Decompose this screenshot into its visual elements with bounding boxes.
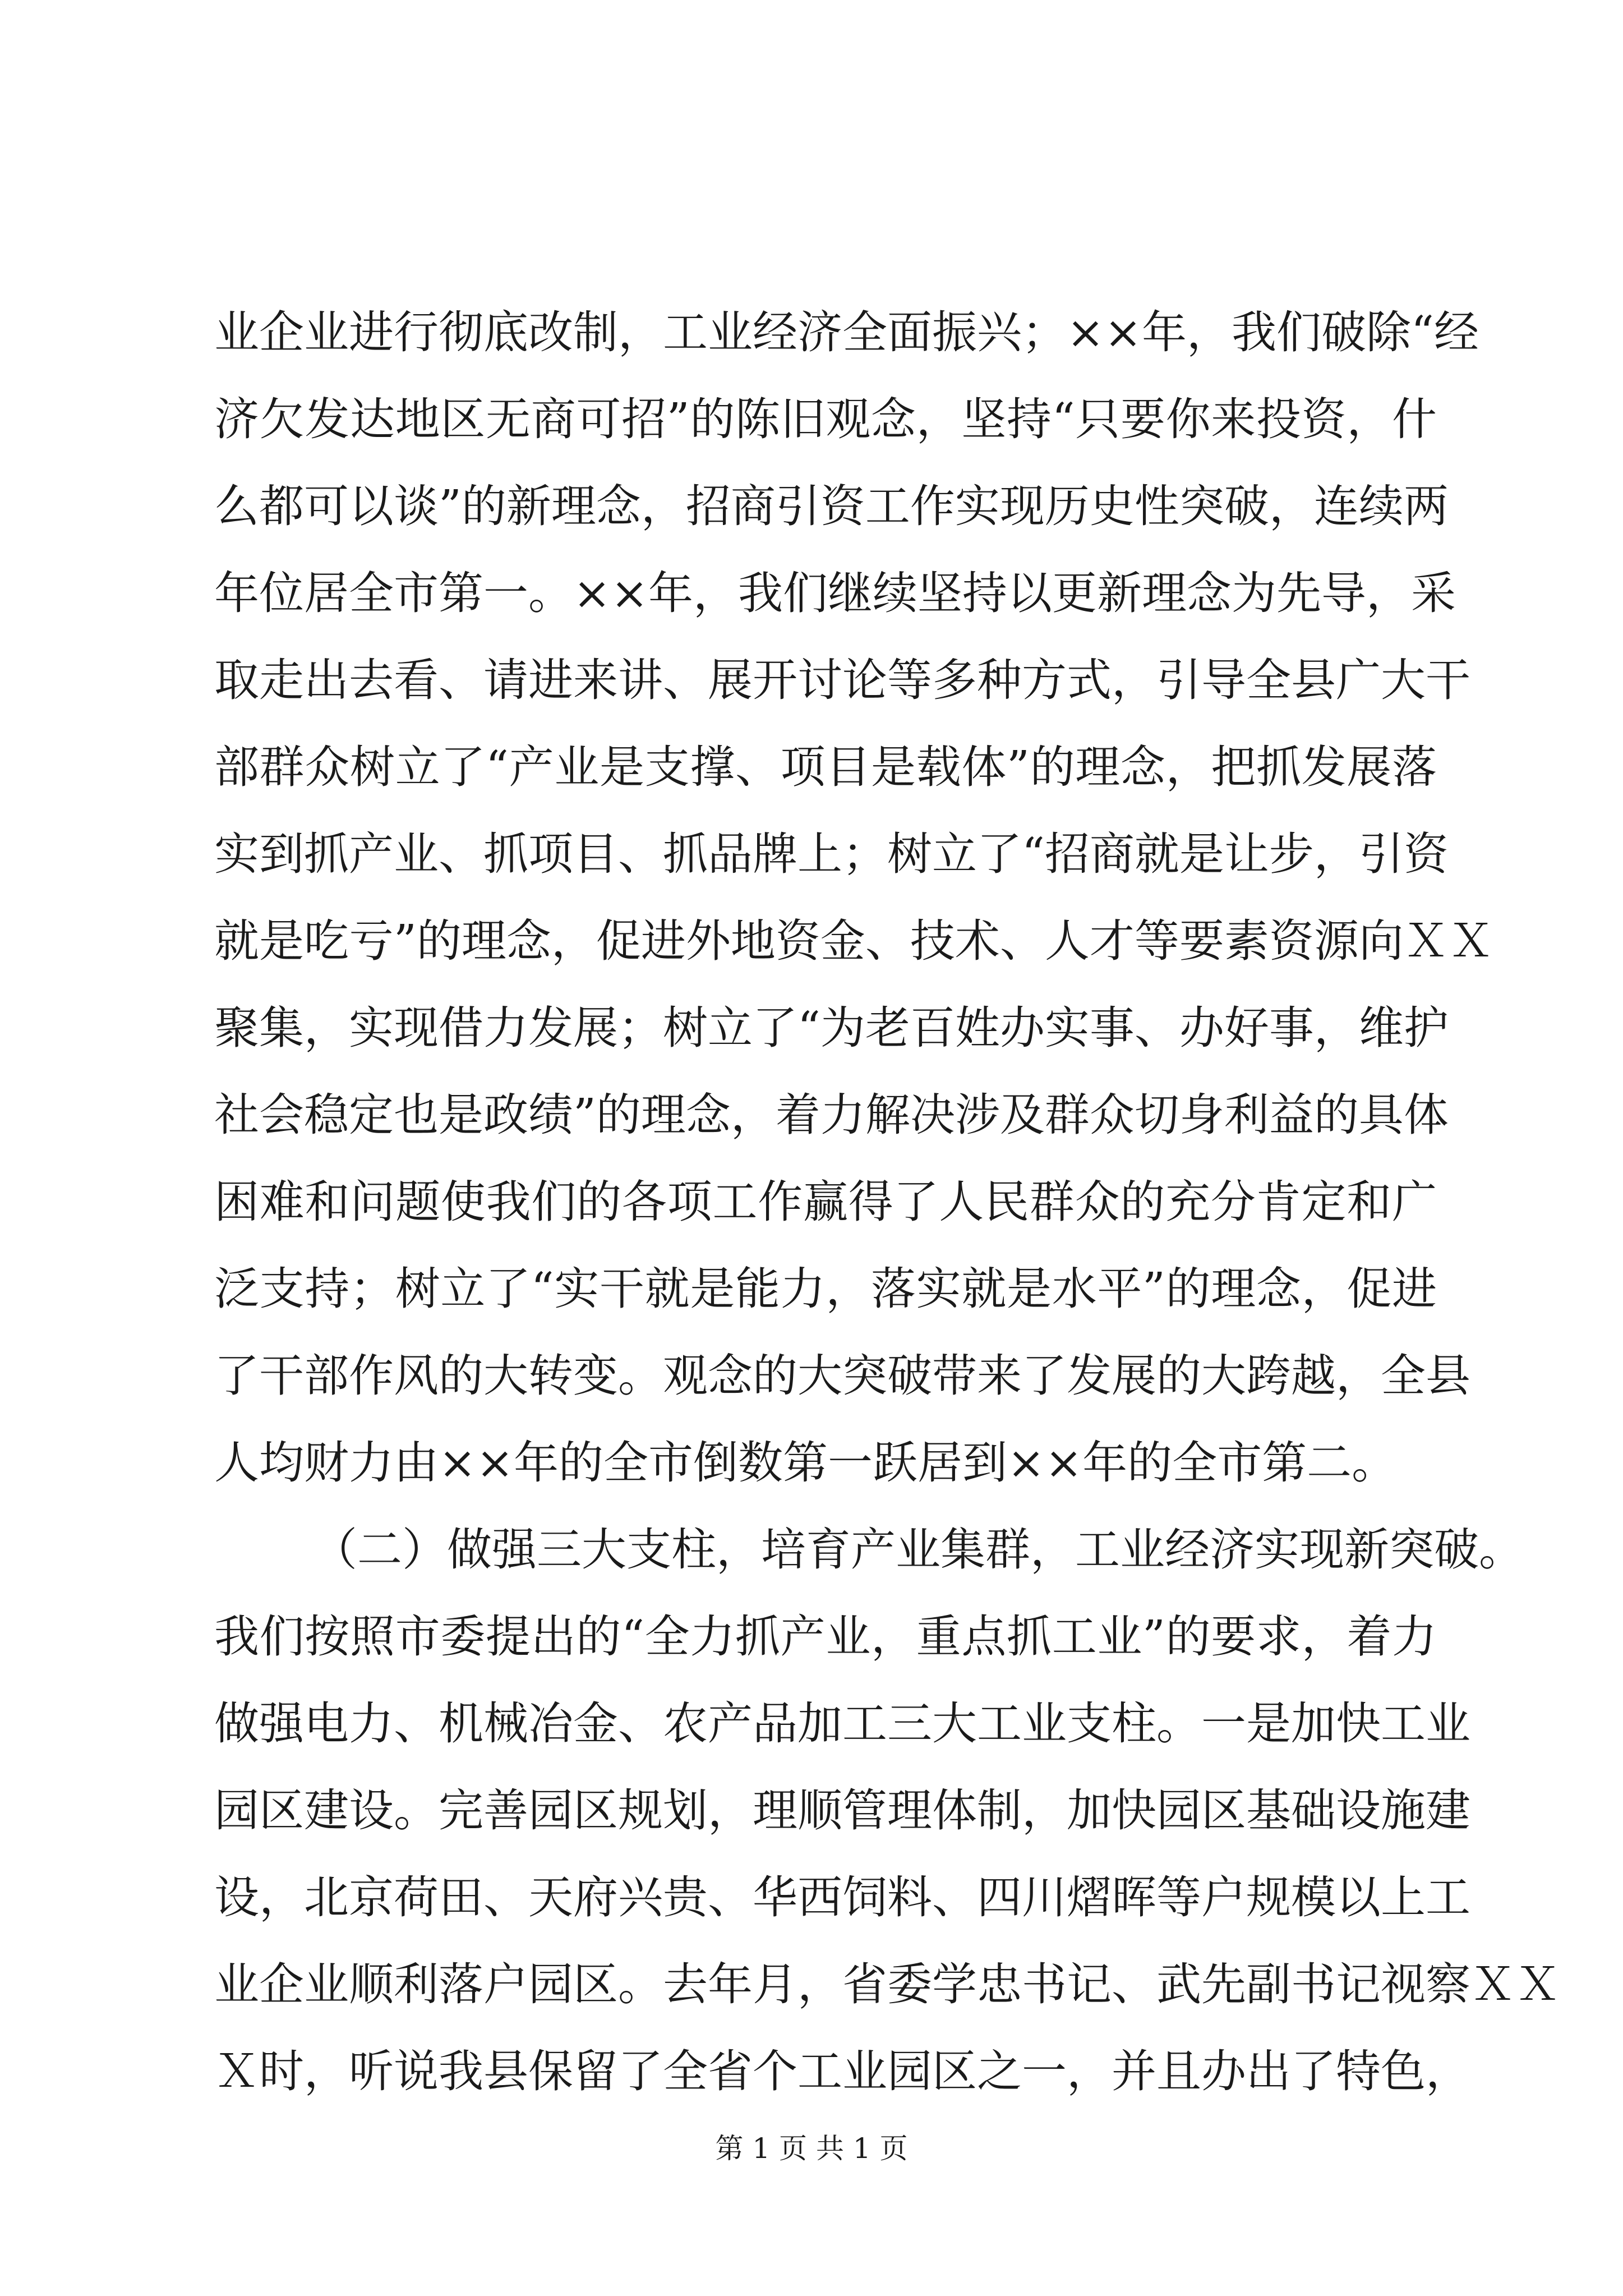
text-line: 园区建设。完善园区规划，理顺管理体制，加快园区基础设施建 [214, 1784, 1470, 1837]
text-line: 济欠发达地区无商可招”的陈旧观念，坚持“只要你来投资，什 [214, 393, 1437, 445]
text-line: 社会稳定也是政绩”的理念，着力解决涉及群众切身利益的具体 [214, 1089, 1449, 1141]
text-line: 困难和问题使我们的各项工作赢得了人民群众的充分肯定和广 [214, 1176, 1437, 1228]
page-footer: 第 1 页 共 1 页 [715, 2132, 908, 2165]
text-line: 业企业进行彻底改制，工业经济全面振兴；××年，我们破除“经 [214, 306, 1479, 358]
text-line: 聚集，实现借力发展；树立了“为老百姓办实事、办好事，维护 [214, 1002, 1449, 1054]
text-line: 么都可以谈”的新理念，招商引资工作实现历史性突破，连续两 [214, 480, 1449, 532]
text-line: 年位居全市第一。××年，我们继续坚持以更新理念为先导，采 [214, 567, 1456, 619]
text-line: Ｘ时，听说我县保留了全省个工业园区之一，并且办出了特色， [214, 2045, 1470, 2097]
text-line: 实到抓产业、抓项目、抓品牌上；树立了“招商就是让步，引资 [214, 828, 1449, 880]
text-line: 设，北京荷田、天府兴贵、华西饲料、四川熠晖等户规模以上工 [214, 1871, 1470, 1924]
text-line: 取走出去看、请进来讲、展开讨论等多种方式，引导全县广大干 [214, 654, 1470, 706]
text-line: 我们按照市委提出的“全力抓产业，重点抓工业”的要求，着力 [214, 1611, 1437, 1663]
text-line: 泛支持；树立了“实干就是能力，落实就是水平”的理念，促进 [214, 1263, 1437, 1315]
text-line: 做强电力、机械冶金、农产品加工三大工业支柱。一是加快工业 [214, 1697, 1470, 1750]
section-heading-line: （二）做强三大支柱，培育产业集群，工业经济实现新突破。 [312, 1524, 1524, 1576]
text-line: 了干部作风的大转变。观念的大突破带来了发展的大跨越，全县 [214, 1350, 1470, 1402]
text-line: 部群众树立了“产业是支撑、项目是载体”的理念，把抓发展落 [214, 741, 1437, 793]
document-body [214, 289, 1560, 2115]
text-line: 人均财力由××年的全市倒数第一跃居到××年的全市第二。 [214, 1437, 1397, 1489]
text-line: 业企业顺利落户园区。去年月，省委学忠书记、武先副书记视察ＸＸ [214, 1958, 1560, 2010]
text-line: 就是吃亏”的理念，促进外地资金、技术、人才等要素资源向ＸＸ [214, 915, 1493, 967]
